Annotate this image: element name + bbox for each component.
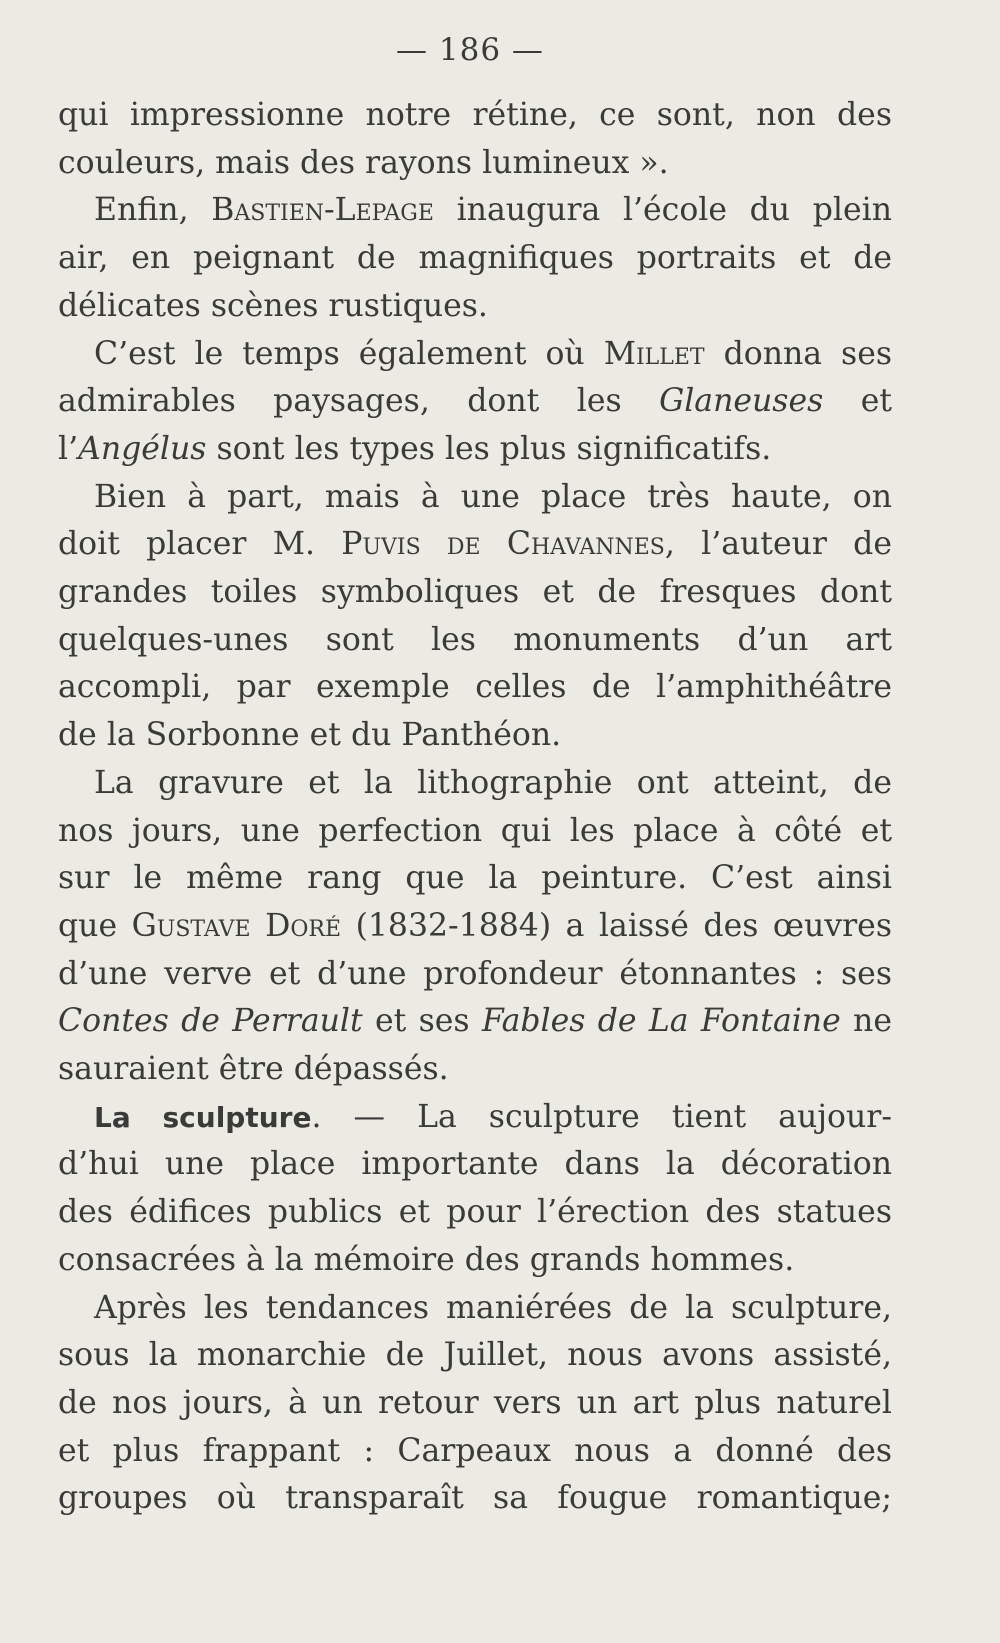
text-line: air, en peignant de magnifiques portraits et de xyxy=(58,240,892,277)
section-heading: La sculpture xyxy=(94,1100,312,1134)
author-name: Millet xyxy=(603,335,705,372)
text-line: Bien à part, mais à une place très haute, on xyxy=(94,478,892,515)
text-line: sauraient être dépassés. xyxy=(58,1051,449,1088)
text-line: que Gustave Doré (1832-1884) a laissé des œuvres xyxy=(58,907,892,944)
text-line: consacrées à la mémoire des grands hommes. xyxy=(58,1241,795,1278)
text-line: doit placer M. Puvis de Chavannes, l’auteur de xyxy=(58,526,892,563)
text-line: l’Angélus sont les types les plus significatifs. xyxy=(58,430,772,467)
text-line: sous la monarchie de Juillet, nous avons assisté, xyxy=(58,1337,892,1374)
text-line: de nos jours, à un retour vers un art plus naturel xyxy=(58,1384,892,1421)
author-name: Puvis de Chavannes xyxy=(341,526,665,563)
text-line: C’est le temps également où Millet donna ses xyxy=(94,335,892,372)
work-title: Fables de La Fontaine xyxy=(481,1003,841,1040)
text-line: La gravure et la lithographie ont atteint, de xyxy=(94,764,892,801)
text-line: et plus frappant : Carpeaux nous a donné des xyxy=(58,1432,892,1469)
text-line: admirables paysages, dont les Glaneuses et xyxy=(58,383,892,420)
text-line: groupes où transparaît sa fougue romantique; xyxy=(58,1480,892,1517)
text-line: Enfin, Bastien-Lepage inaugura l’école du plein xyxy=(94,192,892,229)
work-title: Contes de Perrault xyxy=(58,1003,363,1040)
text-line: couleurs, mais des rayons lumineux ». xyxy=(58,144,669,181)
text-line: La sculpture. — La sculpture tient aujour- xyxy=(94,1098,892,1135)
page-number: — 186 — xyxy=(396,32,544,68)
text-line: qui impressionne notre rétine, ce sont, non des xyxy=(58,97,892,133)
text-line: Après les tendances maniérées de la sculpture, xyxy=(94,1289,892,1326)
text-line: d’hui une place importante dans la décoration xyxy=(58,1146,892,1183)
work-title: Angélus xyxy=(78,430,207,467)
text-line: délicates scènes rustiques. xyxy=(58,287,488,324)
text-line: de la Sorbonne et du Panthéon. xyxy=(58,717,562,754)
text-line: des édifices publics et pour l’érection des statues xyxy=(58,1194,892,1231)
text-line: accompli, par exemple celles de l’amphithéâtre xyxy=(58,669,892,706)
author-name: Bastien-Lepage xyxy=(211,192,434,229)
text-line: nos jours, une perfection qui les place à côté et xyxy=(58,812,892,849)
author-name: Gustave Doré xyxy=(131,907,342,944)
body-text xyxy=(58,92,892,1523)
text-line: grandes toiles symboliques et de fresques dont xyxy=(58,574,892,611)
work-title: Glaneuses xyxy=(659,383,824,420)
text-line: sur le même rang que la peinture. C’est ainsi xyxy=(58,860,892,897)
text-line: quelques-unes sont les monuments d’un art xyxy=(58,621,892,658)
text-line: d’une verve et d’une profondeur étonnantes : ses xyxy=(58,955,892,992)
text-line: Contes de Perrault et ses Fables de La Fontaine ne xyxy=(58,1003,892,1040)
